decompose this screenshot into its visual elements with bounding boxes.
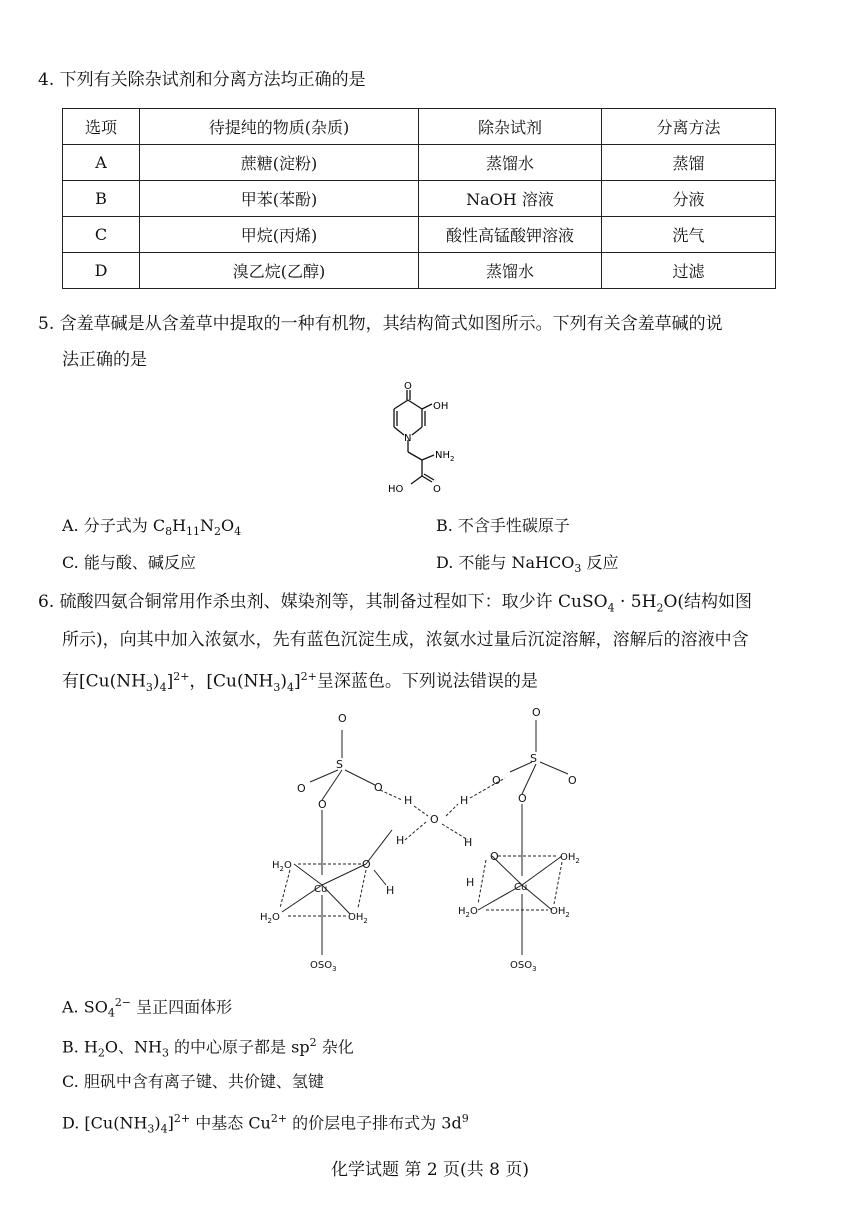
atom-cu: Cu <box>314 884 328 895</box>
atom-o: O <box>404 381 412 392</box>
atom-nh-sub: 2 <box>450 455 455 463</box>
table-row <box>63 181 776 217</box>
table-cell: 溴乙烷(乙醇) <box>140 253 419 289</box>
q6-stem-line3: 有$[Cu(NH_3)_4]^{2+}$，$[Cu(NH_3)_4]^{2+}$呈深蓝色。下列说法错误的是 <box>62 670 538 695</box>
q5-choice-d: D. 不能与 NaHCO$_3$ 反应 <box>436 553 619 576</box>
atom-o: O <box>568 774 577 787</box>
atom-h: H <box>460 794 469 807</box>
atom-h: H <box>404 794 413 807</box>
atom-o: O <box>338 712 347 725</box>
atom-o: O <box>492 774 501 787</box>
svg-text:OH2: $OH_2$ <box>560 852 580 865</box>
table-header: 分离方法 <box>602 109 776 145</box>
atom-o: O <box>433 484 441 495</box>
atom-oh: OH <box>433 401 449 412</box>
q4-table <box>62 108 776 289</box>
q5-choice-c: C. 能与酸、碱反应 <box>62 553 196 572</box>
atom-s: S <box>336 758 343 771</box>
q6-choice-b: B. $H_2O$、$NH_3$ 的中心原子都是 $sp^2$ 杂化 <box>62 1036 354 1060</box>
atom-o: O <box>490 850 499 863</box>
atom-o: O <box>297 782 306 795</box>
q6-stem-line2: 所示)，向其中加入浓氨水，先有蓝色沉淀生成，浓氨水过量后沉淀溶解，溶解后的溶液中含 <box>62 630 749 650</box>
atom-o: O <box>374 781 383 794</box>
atom-o: O <box>430 813 439 826</box>
q5-choice-b: B. 不含手性碳原子 <box>436 516 570 535</box>
table-row <box>63 145 776 181</box>
table-cell: 蔗糖(淀粉) <box>140 145 419 181</box>
svg-text:H2O: $H_2O$ <box>260 912 280 925</box>
q5-stem-line2: 法正确的是 <box>62 350 147 370</box>
atom-h: H <box>396 834 405 847</box>
q4-stem: 4. 下列有关除杂试剂和分离方法均正确的是 <box>38 70 366 90</box>
page-footer: 化学试题 第 2 页(共 8 页) <box>331 1160 529 1180</box>
table-cell: 蒸馏水 <box>419 253 602 289</box>
table-row <box>63 217 776 253</box>
q5-choice-a: A. 分子式为 $C_8H_{11}N_2O_4$ <box>62 516 242 539</box>
table-header: 除杂试剂 <box>419 109 602 145</box>
table-cell: 分液 <box>602 181 776 217</box>
svg-text:H2O: $H_2O$ <box>458 906 478 919</box>
atom-cu: Cu <box>514 882 528 893</box>
atom-s: S <box>530 752 537 765</box>
table-cell: 甲苯(苯酚) <box>140 181 419 217</box>
table-cell: 蒸馏水 <box>419 145 602 181</box>
table-cell: B <box>63 181 140 217</box>
table-cell: 过滤 <box>602 253 776 289</box>
table-cell: NaOH 溶液 <box>419 181 602 217</box>
table-cell: C <box>63 217 140 253</box>
svg-text:OH2: $OH_2$ <box>550 906 570 919</box>
atom-n: N <box>404 433 412 444</box>
table-header: 待提纯的物质(杂质) <box>140 109 419 145</box>
svg-text:OSO3: $OSO_3$ <box>510 960 537 973</box>
atom-o: O <box>518 792 527 805</box>
atom-h: H <box>466 876 475 889</box>
q6-choice-d: D. $[Cu(NH_3)_4]^{2+}$ 中基态 $Cu^{2+}$ 的价层电子排布式为 $3d^9$ <box>62 1112 469 1136</box>
atom-h: H <box>464 836 473 849</box>
table-row <box>63 253 776 289</box>
atom-o: O <box>362 858 371 871</box>
atom-nh: NH <box>435 450 450 461</box>
mimosine-structure <box>380 378 490 503</box>
table-header: 选项 <box>63 109 140 145</box>
q6-choice-c: C. 胆矾中含有离子键、共价键、氢键 <box>62 1072 324 1091</box>
q6-stem-line1: 6. 硫酸四氨合铜常用作杀虫剂、媒染剂等，其制备过程如下：取少许 CuSO$_4$ · $5H_2O$(结构如图 <box>38 592 753 615</box>
table-cell: 酸性高锰酸钾溶液 <box>419 217 602 253</box>
cuso4-5h2o-structure <box>250 700 600 980</box>
svg-text:OSO3: $OSO_3$ <box>310 960 337 973</box>
table-cell: 甲烷(丙烯) <box>140 217 419 253</box>
atom-ho: HO <box>388 484 404 495</box>
table-cell: D <box>63 253 140 289</box>
table-cell: 蒸馏 <box>602 145 776 181</box>
atom-h: H <box>386 884 395 897</box>
table-header-row <box>63 109 776 145</box>
atom-o: O <box>318 798 327 811</box>
atom-o: O <box>532 706 541 719</box>
q6-choice-a: A. $SO_4^{2-}$ 呈正四面体形 <box>62 996 233 1020</box>
svg-text:OH2: $OH_2$ <box>348 912 368 925</box>
q5-stem-line1: 5. 含羞草碱是从含羞草中提取的一种有机物，其结构简式如图所示。下列有关含羞草碱的说 <box>38 314 723 334</box>
svg-text:H2O: $H_2O$ <box>272 860 292 873</box>
table-cell: A <box>63 145 140 181</box>
table-cell: 洗气 <box>602 217 776 253</box>
